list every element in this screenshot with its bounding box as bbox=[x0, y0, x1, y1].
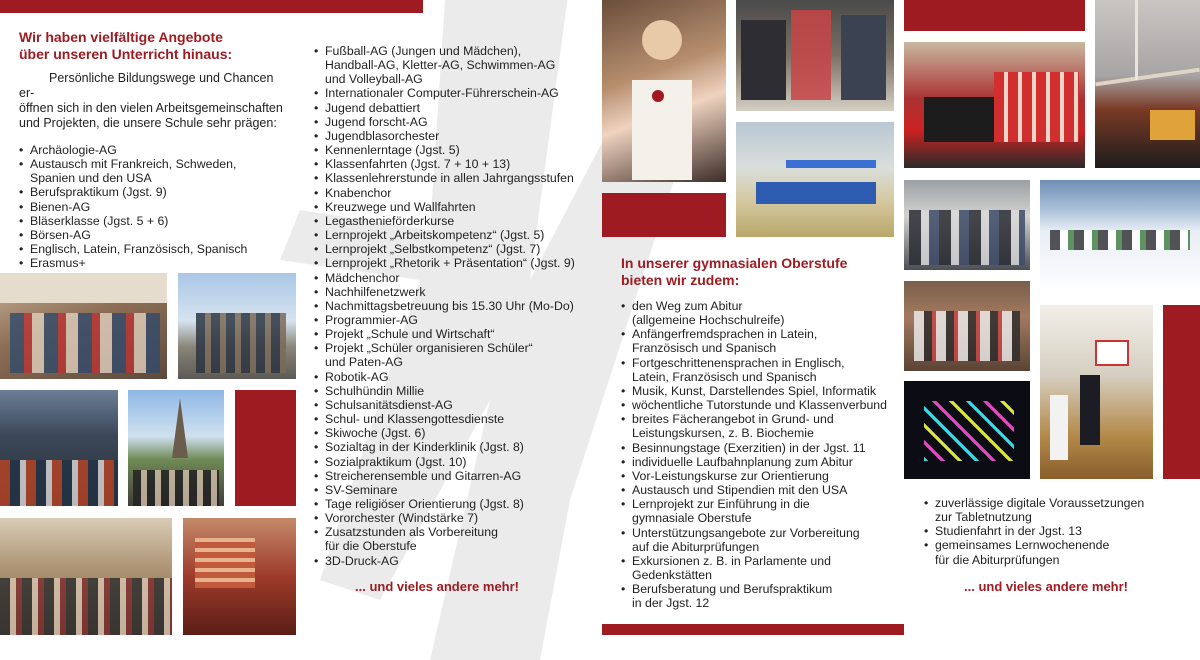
list-item: • Lernprojekt „Rhetorik + Präsentation“ (Jgst. 9) bbox=[314, 256, 599, 270]
list-item: auf die Abiturprüfungen bbox=[632, 539, 760, 554]
col1-text bbox=[19, 29, 289, 270]
photo-modern-building bbox=[1095, 0, 1200, 168]
list-item: • Legasthenieförderkurse bbox=[314, 214, 599, 228]
bottom-red-bar bbox=[602, 624, 904, 635]
list-item: • Streicherensemble und Gitarren-AG bbox=[314, 469, 599, 483]
photo-blacklight-theatre bbox=[904, 381, 1030, 479]
photo-red-room bbox=[183, 518, 296, 635]
col2-text bbox=[314, 44, 599, 568]
list-item: • Fußball-AG (Jungen und Mädchen), bbox=[314, 44, 599, 58]
list-item: • Projekt „Schüler organisieren Schüler“ bbox=[314, 341, 599, 355]
list-item: • Berufsberatung und Berufspraktikum bbox=[621, 582, 906, 596]
list-item: • Vor-Leistungskurse zur Orientierung bbox=[621, 469, 906, 483]
list-item: • Englisch, Latein, Französisch, Spanisch bbox=[19, 242, 289, 256]
list-item: • Erasmus+ bbox=[19, 256, 289, 270]
photo-new-york bbox=[0, 390, 118, 506]
list-item: • Robotik-AG bbox=[314, 370, 599, 384]
list-item: gymnasiale Oberstufe bbox=[632, 511, 752, 526]
list-item: • Jugend debattiert bbox=[314, 101, 599, 115]
col1-intro: Persönliche Bildungswege und Chancen er- öffnen sich in den vielen Arbeitsgemeinschaften und Projekten, die unsere Schule sehr prägen: bbox=[19, 71, 283, 130]
col2-more-text: ... und vieles andere mehr! bbox=[355, 579, 519, 594]
list-item: • Austausch mit Frankreich, Schweden, bbox=[19, 157, 289, 171]
list-item: • Vororchester (Windstärke 7) bbox=[314, 511, 599, 525]
list-item: • gemeinsames Lernwochenende bbox=[924, 538, 1184, 552]
col4-list bbox=[924, 496, 1184, 567]
list-item: • Lernprojekt „Selbstkompetenz“ (Jgst. 7) bbox=[314, 242, 599, 256]
list-item: in der Jgst. 12 bbox=[632, 596, 710, 611]
list-item: • Studienfahrt in der Jgst. 13 bbox=[924, 524, 1184, 538]
col1-heading: Wir haben vielfältige Angebote über unseren Unterricht hinaus: bbox=[19, 29, 233, 62]
list-item: • Programmier-AG bbox=[314, 313, 599, 327]
photo-students-group bbox=[904, 180, 1030, 270]
list-item: • Knabenchor bbox=[314, 186, 599, 200]
list-item: (allgemeine Hochschulreife) bbox=[632, 313, 785, 328]
list-item: • Sozialpraktikum (Jgst. 10) bbox=[314, 455, 599, 469]
photo-eiffel-tower bbox=[128, 390, 224, 506]
list-item: • Besinnungstage (Exerzitien) in der Jgst. 11 bbox=[621, 441, 906, 455]
list-item: • Fortgeschrittenensprachen in Englisch, bbox=[621, 356, 906, 370]
list-item: • Unterstützungsangebote zur Vorbereitung bbox=[621, 526, 906, 540]
list-item: Spanien und den USA bbox=[30, 171, 152, 186]
list-item: Französisch und Spanisch bbox=[632, 341, 777, 356]
list-item: • Klassenlehrerstunde in allen Jahrgangsstufen bbox=[314, 171, 599, 185]
list-item: Latein, Französisch und Spanisch bbox=[632, 369, 817, 384]
list-item: für die Oberstufe bbox=[325, 539, 417, 554]
photo-brandenburg-gate bbox=[178, 273, 296, 379]
list-item: • Schulsanitätsdienst-AG bbox=[314, 398, 599, 412]
red-block-col1 bbox=[235, 390, 296, 506]
list-item: • Sozialtag in der Kinderklinik (Jgst. 8) bbox=[314, 440, 599, 454]
list-item: • Musik, Kunst, Darstellendes Spiel, Informatik bbox=[621, 384, 906, 398]
list-item: • Archäologie-AG bbox=[19, 143, 289, 157]
photo-boys-choir bbox=[904, 42, 1085, 168]
list-item: zur Tabletnutzung bbox=[935, 510, 1032, 525]
list-item: • Kreuzwege und Wallfahrten bbox=[314, 200, 599, 214]
list-item: • Börsen-AG bbox=[19, 228, 289, 242]
top-left-red-bar bbox=[0, 0, 423, 13]
list-item: • Anfängerfremdsprachen in Latein, bbox=[621, 327, 906, 341]
list-item: für die Abiturprüfungen bbox=[935, 552, 1060, 567]
list-item: • Internationaler Computer-Führerschein-AG bbox=[314, 86, 599, 100]
list-item: • Kennenlerntage (Jgst. 5) bbox=[314, 143, 599, 157]
list-item: • Mädchenchor bbox=[314, 271, 599, 285]
top-right-red-block bbox=[904, 0, 1085, 31]
list-item: • Exkursionen z. B. in Parlamente und bbox=[621, 554, 906, 568]
list-item: • Projekt „Schule und Wirtschaft“ bbox=[314, 327, 599, 341]
list-item: • Bläserklasse (Jgst. 5 + 6) bbox=[19, 214, 289, 228]
photo-ski-trip bbox=[1040, 180, 1200, 294]
list-item: • Lernprojekt zur Einführung in die bbox=[621, 497, 906, 511]
list-item: • SV-Seminare bbox=[314, 483, 599, 497]
list-item: • Lernprojekt „Arbeitskompetenz“ (Jgst. 5) bbox=[314, 228, 599, 242]
list-item: Handball-AG, Kletter-AG, Schwimmen-AG bbox=[325, 58, 556, 73]
list-item: • Tage religiöser Orientierung (Jgst. 8) bbox=[314, 497, 599, 511]
photo-city-street bbox=[0, 518, 172, 635]
photo-saxophone-concert bbox=[736, 0, 894, 111]
col4-more-text: ... und vieles andere mehr! bbox=[964, 579, 1128, 594]
photo-sports-hall bbox=[736, 122, 894, 237]
list-item: • Berufspraktikum (Jgst. 9) bbox=[19, 185, 289, 199]
list-item: • Klassenfahrten (Jgst. 7 + 10 + 13) bbox=[314, 157, 599, 171]
list-item: • Schul- und Klassengottesdienste bbox=[314, 412, 599, 426]
photo-basketball bbox=[1040, 305, 1153, 479]
list-item: • Nachhilfenetzwerk bbox=[314, 285, 599, 299]
list-item: • wöchentliche Tutorstunde und Klassenverbund bbox=[621, 398, 906, 412]
list-item: Leistungskursen, z. B. Biochemie bbox=[632, 426, 814, 441]
list-item: und Paten-AG bbox=[325, 355, 403, 370]
col2-list bbox=[314, 44, 599, 568]
col3-heading: In unserer gymnasialen Oberstufe bieten wir zudem: bbox=[621, 255, 848, 288]
col1-list bbox=[19, 143, 289, 270]
list-item: • Zusatzstunden als Vorbereitung bbox=[314, 525, 599, 539]
photo-classroom bbox=[0, 273, 167, 379]
list-item: • Bienen-AG bbox=[19, 200, 289, 214]
list-item: • Austausch und Stipendien mit den USA bbox=[621, 483, 906, 497]
list-item: • den Weg zum Abitur bbox=[621, 299, 906, 313]
col3-list bbox=[621, 299, 906, 610]
list-item: • breites Fächerangebot in Grund- und bbox=[621, 412, 906, 426]
col3-text bbox=[621, 255, 906, 610]
red-block-col3 bbox=[602, 193, 726, 237]
list-item: Gedenkstätten bbox=[632, 567, 712, 582]
list-item: • zuverlässige digitale Voraussetzungen bbox=[924, 496, 1184, 510]
list-item: • Jugend forscht-AG bbox=[314, 115, 599, 129]
list-item: • 3D-Druck-AG bbox=[314, 554, 599, 568]
list-item: • Jugendblasorchester bbox=[314, 129, 599, 143]
photo-graduation bbox=[602, 0, 726, 182]
list-item: • individuelle Laufbahnplanung zum Abitur bbox=[621, 455, 906, 469]
list-item: und Volleyball-AG bbox=[325, 72, 423, 87]
list-item: • Nachmittagsbetreuung bis 15.30 Uhr (Mo-Do) bbox=[314, 299, 599, 313]
list-item: • Skiwoche (Jgst. 6) bbox=[314, 426, 599, 440]
list-item: • Schulhündin Millie bbox=[314, 384, 599, 398]
col4-text bbox=[924, 496, 1184, 567]
red-block-col4 bbox=[1163, 305, 1200, 479]
photo-group-indoor bbox=[904, 281, 1030, 371]
